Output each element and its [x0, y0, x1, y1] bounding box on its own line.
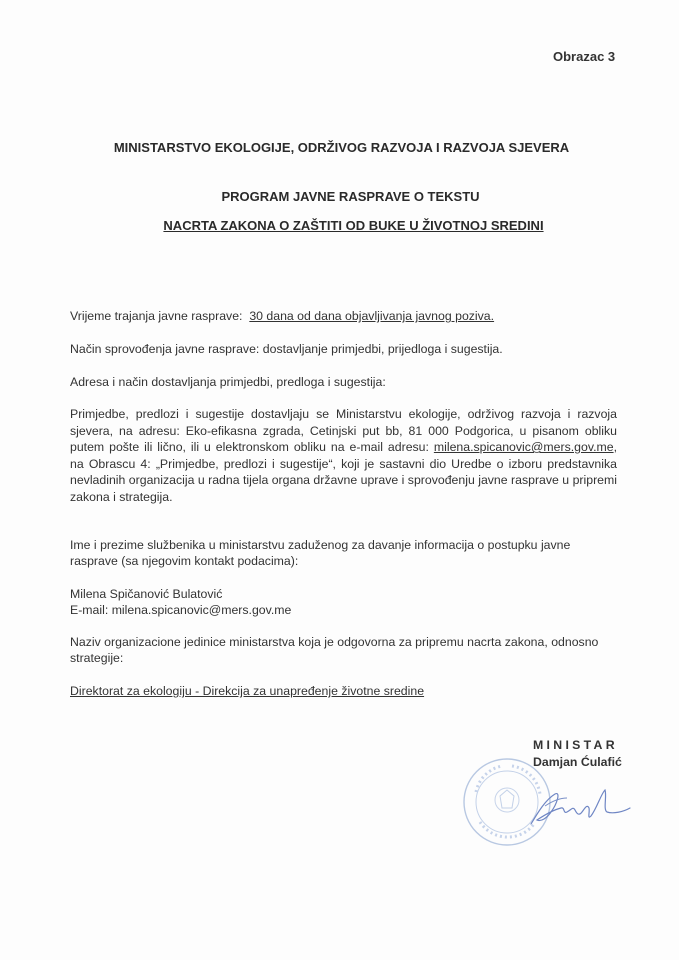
address-paragraph	[70, 406, 617, 505]
document-title-line2: NACRTA ZAKONA O ZAŠTITI OD BUKE U ŽIVOTNOJ SREDINI	[163, 218, 544, 233]
official-email: milena.spicanovic@mers.gov.me	[111, 603, 292, 617]
ministry-heading: MINISTARSTVO EKOLOGIJE, ODRŽIVOG RAZVOJA I RAZVOJA SJEVERA	[113, 140, 570, 155]
address-text-part1: Primjedbe, predlozi i sugestije dostavljaju se Ministarstvu ekologije, održivog razvoja i razvoja sjevera, na adresu: Eko-efikasna zgrada, Cetinjski put bb, 81 000 Podgorica, u pisanom obliku putem pošte ili lično, ili u elektronskom obliku na e-mail adresu:	[70, 407, 617, 454]
method-line	[70, 341, 617, 357]
signatory-name: Damjan Ćulafić	[533, 755, 622, 769]
signatory-title: MINISTAR	[533, 738, 618, 752]
handwritten-signature-icon	[527, 786, 632, 831]
duration-line	[70, 308, 617, 324]
signature-block	[533, 737, 622, 771]
address-text-part2: , na Obrascu 4: „Primjedbe, predlozi i sugestije“, koji je sastavni dio Uredbe o izboru predstavnika nevladinih organizacija u radna tijela organa državne uprave i sprovođenju javne rasprave u pripremi zakona i strategija.	[70, 440, 617, 504]
org-unit-value-line	[70, 683, 617, 699]
official-email-line	[70, 602, 617, 618]
method-value: dostavljanje primjedbi, prijedloga i sugestija.	[262, 342, 503, 356]
org-unit-value: Direktorat za ekologiju - Direkcija za unapređenje životne sredine	[70, 684, 425, 698]
official-email-label: E-mail:	[70, 603, 109, 617]
document-title-line1: PROGRAM JAVNE RASPRAVE O TEKSTU	[221, 189, 480, 204]
official-name: Milena Spičanović Bulatović	[70, 587, 223, 601]
duration-value: 30 dana od dana objavljivanja javnog poziva.	[249, 309, 495, 323]
duration-label: Vrijeme trajanja javne rasprave:	[70, 309, 243, 323]
official-heading: Ime i prezime službenika u ministarstvu zaduženog za davanje informacija o postupku javne rasprave (sa njegovim kontakt podacima):	[70, 538, 571, 568]
org-unit-heading: Naziv organizacione jedinice ministarstva koja je odgovorna za pripremu nacrta zakona, odnosno strategije:	[70, 635, 599, 665]
form-number: Obrazac 3	[553, 49, 616, 64]
email-link[interactable]: milena.spicanovic@mers.gov.me	[433, 440, 614, 454]
method-label: Način sprovođenja javne rasprave:	[70, 342, 260, 356]
address-heading: Adresa i način dostavljanja primjedbi, predloga i sugestija:	[70, 375, 386, 389]
